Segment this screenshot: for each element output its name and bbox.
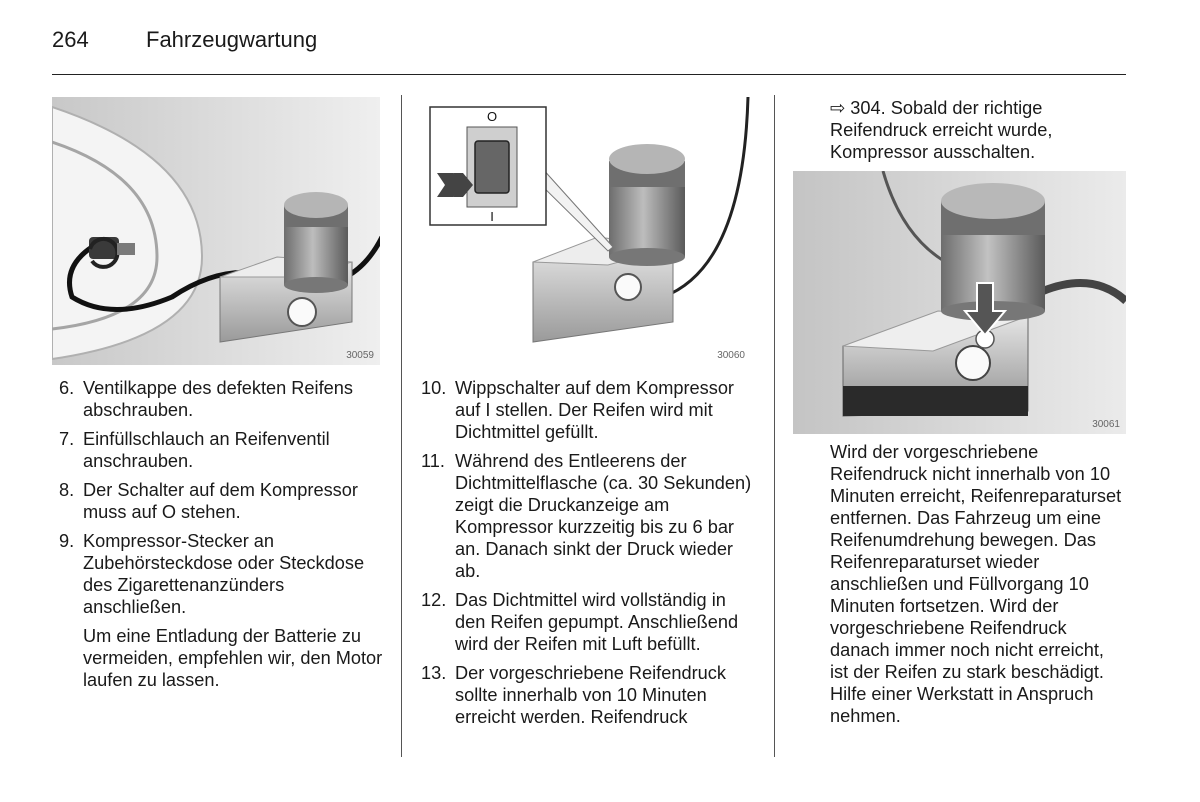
step-number: 9.	[59, 531, 75, 551]
figure-pressure-gauge	[793, 171, 1126, 434]
step-number: 10.	[421, 378, 447, 398]
step-text: Einfüllschlauch an Reifenventil anschrauben.	[83, 429, 330, 471]
step-8	[59, 479, 384, 523]
step-number: 11.	[421, 451, 445, 471]
page-header	[52, 27, 317, 53]
page-title: Fahrzeugwartung	[146, 27, 318, 52]
figure-rocker-switch	[423, 97, 751, 365]
body-paragraph: Wird der vorgeschriebene Reifendruck nicht innerhalb von 10 Minuten erreicht, Reifenreparaturset entfernen. Das Fahrzeug um eine Reifenumdrehung bewegen. Das Reifenreparaturset wieder anschließen und Füllvorgang 10 Minuten fortsetzen. Wird der vorgeschriebene Reifendruck danach immer noch nicht erreicht, ist der Reifen zu stark beschädigt. Hilfe einer Werkstatt in Anspruch nehmen.	[830, 442, 1122, 726]
step-13	[421, 662, 756, 728]
battery-note: Um eine Entladung der Batterie zu vermeiden, empfehlen wir, den Motor laufen zu lassen.	[83, 626, 383, 690]
switch-on-label: I	[490, 209, 494, 224]
switch-off-label: O	[486, 109, 498, 124]
step-number: 7.	[59, 429, 75, 449]
step-10	[421, 377, 756, 443]
page-number: 264	[52, 27, 89, 52]
step-11	[421, 450, 756, 582]
intro-paragraph: ⇨ 304. Sobald der richtige Reifendruck erreicht wurde, Kompressor ausschalten.	[830, 98, 1053, 162]
step-text: Der Schalter auf dem Kompressor muss auf O stehen.	[83, 480, 358, 522]
column-3-body	[830, 441, 1126, 727]
step-number: 6.	[59, 378, 75, 398]
step-6	[59, 377, 384, 421]
step-9	[59, 530, 384, 618]
step-number: 13.	[421, 663, 447, 683]
column-divider-2	[774, 95, 775, 757]
step-7	[59, 428, 384, 472]
step-number: 12.	[421, 590, 447, 610]
column-3-intro	[830, 97, 1126, 163]
column-1	[59, 377, 384, 691]
column-divider-1	[401, 95, 402, 757]
step-text: Während des Entleerens der Dichtmittelflasche (ca. 30 Sekunden) zeigt die Druckanzeige am Kompressor kurzzeitig bis zu 6 bar an. Danach sinkt der Druck wieder ab.	[455, 451, 752, 581]
figure-tire-valve	[52, 97, 380, 365]
step-text: Ventilkappe des defekten Reifens abschrauben.	[83, 378, 353, 420]
step-12	[421, 589, 756, 655]
figure-code: 30059	[346, 350, 374, 361]
step-number: 8.	[59, 480, 75, 500]
figure-code: 30061	[1092, 419, 1120, 430]
compressor-gauge-illustration	[793, 171, 1126, 434]
step-text: Das Dichtmittel wird vollständig in den Reifen gepumpt. Anschließend wird der Reifen mit Luft befüllt.	[455, 590, 739, 654]
figure-code: 30060	[717, 350, 745, 361]
step-text: Der vorgeschriebene Reifendruck sollte innerhalb von 10 Minuten erreicht werden. Reifendruck	[455, 663, 726, 727]
tire-compressor-illustration	[52, 97, 380, 365]
step-text: Wippschalter auf dem Kompressor auf I stellen. Der Reifen wird mit Dichtmittel gefüllt.	[455, 378, 734, 442]
compressor-switch-illustration	[423, 97, 751, 365]
column-2	[421, 377, 756, 735]
step-text: Kompressor-Stecker an Zubehörsteckdose oder Steckdose des Zigarettenanzünders anschließen.	[83, 531, 365, 617]
header-rule	[52, 74, 1126, 75]
